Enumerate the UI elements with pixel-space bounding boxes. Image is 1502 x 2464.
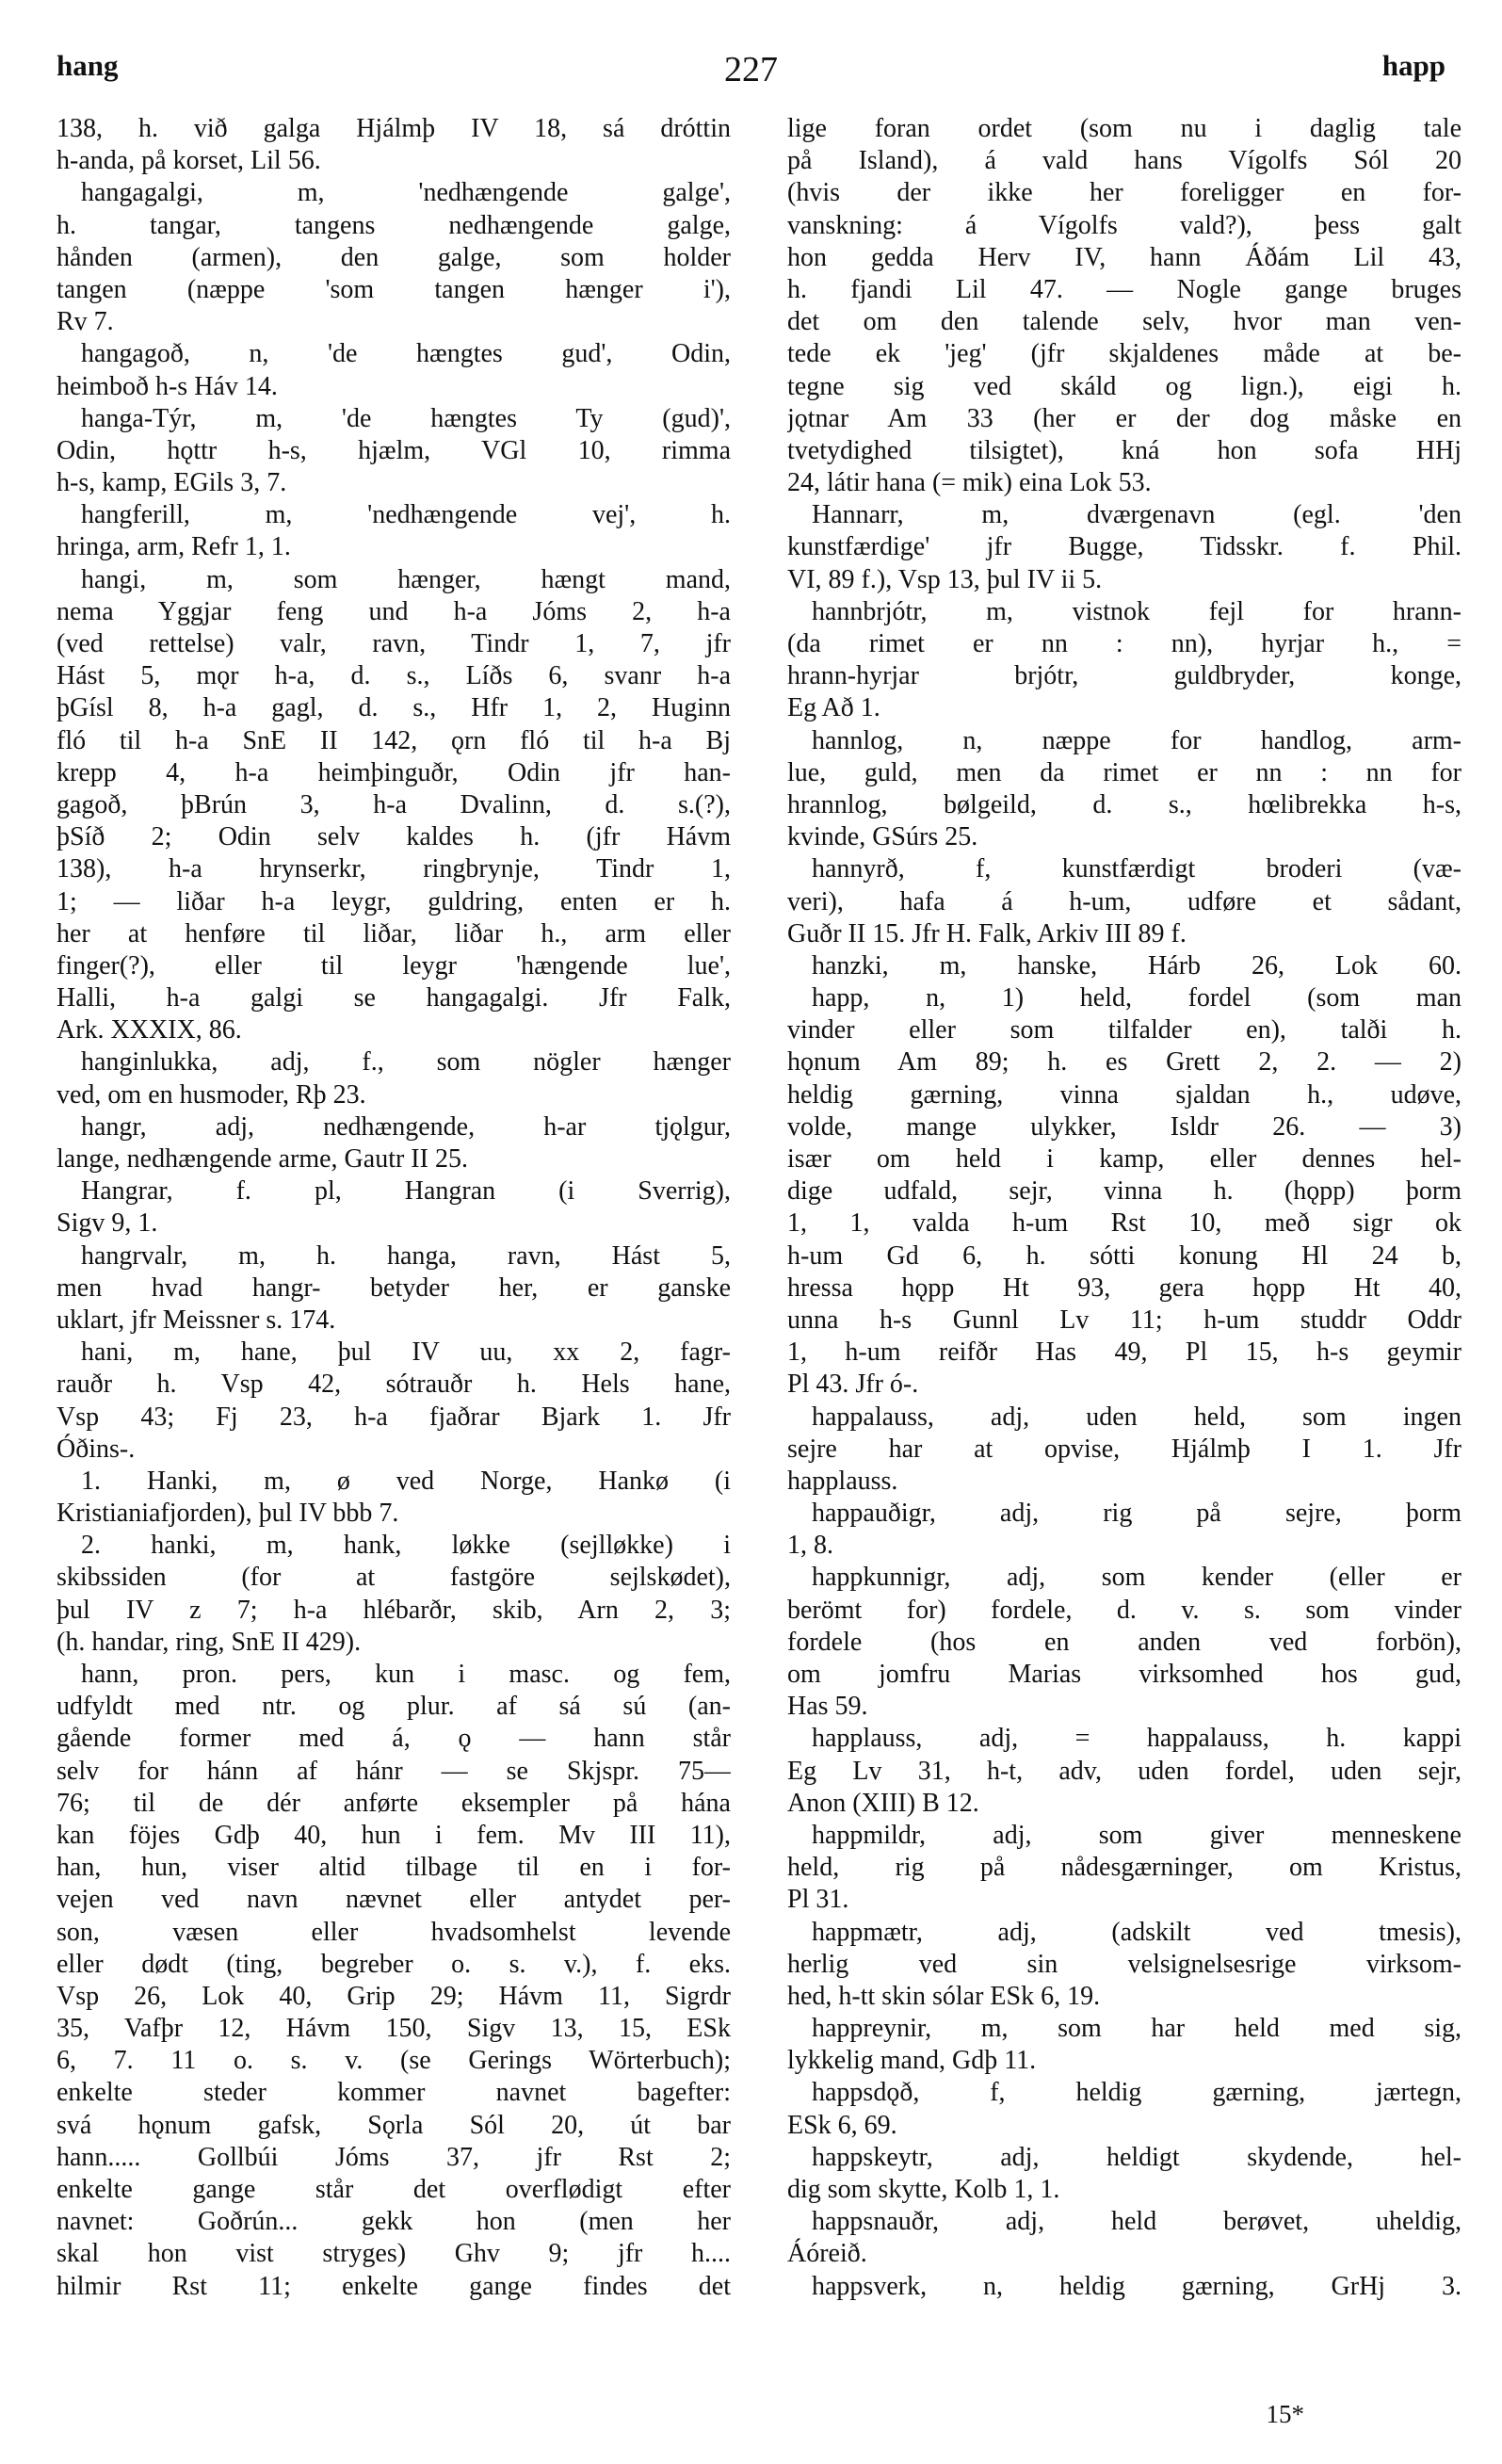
- text-line: (h. handar, ring, SnE II 429).: [57, 1627, 362, 1657]
- text-line: unna h-s Gunnl Lv 11; h-um studdr Oddr: [787, 1305, 1462, 1335]
- text-line: det om den talende selv, hvor man ven-: [787, 307, 1462, 337]
- text-line: þGísl 8, h-a gagl, d. s., Hfr 1, 2, Huginn: [57, 693, 731, 723]
- text-line: Sigv 9, 1.: [57, 1208, 158, 1239]
- text-line: hrannlog, bølgeild, d. s., hœlibrekka h-s,: [787, 789, 1462, 819]
- text-line: lige foran ordet (som nu i daglig tale: [787, 114, 1462, 143]
- text-line: vinder eller som tilfalder en), talði h.: [787, 1015, 1462, 1046]
- text-line: happskeytr, adj, heldigt skydende, hel-: [812, 2142, 1462, 2172]
- text-line: happmætr, adj, (adskilt ved tmesis),: [812, 1917, 1462, 1947]
- text-line: (hvis der ikke her foreligger en for-: [787, 178, 1462, 208]
- text-line: 1, 1, valda h-um Rst 10, með sigr ok: [787, 1208, 1462, 1239]
- text-line: her at henføre til liðar, liðar h., arm eller: [57, 918, 731, 948]
- text-line: son, væsen eller hvadsomhelst levende: [57, 1917, 731, 1947]
- text-line: hanga-Týr, m, 'de hængtes Ty (gud)',: [81, 403, 731, 433]
- text-line: Pl 31.: [787, 1885, 849, 1915]
- text-line: hangi, m, som hænger, hængt mand,: [81, 564, 731, 594]
- text-line: hed, h-tt skin sólar ESk 6, 19.: [787, 1981, 1101, 2011]
- text-line: om jomfru Marias virksomhed hos gud,: [787, 1660, 1462, 1689]
- text-line: finger(?), eller til leygr 'hængende lue',: [57, 950, 731, 981]
- text-line: hannlog, n, næppe for handlog, arm-: [812, 725, 1462, 755]
- text-line: h. fjandi Lil 47. — Nogle gange bruges: [787, 274, 1462, 304]
- text-line: udfyldt med ntr. og plur. af sá sú (an-: [57, 1692, 731, 1722]
- text-line: hangferill, m, 'nedhængende vej', h.: [81, 500, 731, 530]
- text-line: heimboð h-s Háv 14.: [57, 371, 278, 401]
- text-line: enkelte steder kommer navnet bagefter:: [57, 2078, 731, 2108]
- text-line: h. tangar, tangens nedhængende galge,: [57, 210, 731, 240]
- text-line: dige udfald, sejr, vinna h. (hǫpp) þorm: [787, 1176, 1462, 1207]
- text-line: (da rimet er nn : nn), hyrjar h., =: [787, 629, 1462, 658]
- text-line: 1, 8.: [787, 1531, 833, 1561]
- text-line: skibssiden (for at fastgöre sejlskødet),: [57, 1563, 731, 1593]
- page-number: 227: [724, 50, 778, 89]
- text-line: happreynir, m, som har held med sig,: [812, 2014, 1462, 2044]
- text-line: hånden (armen), den galge, som holder: [57, 242, 731, 272]
- text-line: h-um Gd 6, h. sótti konung Hl 24 b,: [787, 1240, 1462, 1271]
- text-line: berömt for) fordele, d. v. s. som vinder: [787, 1595, 1462, 1625]
- text-line: hannyrð, f, kunstfærdigt broderi (væ-: [812, 854, 1462, 884]
- text-line: navnet: Goðrún... gekk hon (men her: [57, 2207, 731, 2237]
- signature-mark: 15*: [1266, 2400, 1304, 2428]
- text-line: 24, látir hana (= mik) eina Lok 53.: [787, 468, 1152, 498]
- text-line: hanginlukka, adj, f., som nögler hænger: [81, 1047, 731, 1078]
- text-line: krepp 4, h-a heimþinguðr, Odin jfr han-: [57, 757, 731, 787]
- text-line: Óðins-.: [57, 1434, 136, 1464]
- text-line: þul IV z 7; h-a hlébarðr, skib, Arn 2, 3;: [57, 1595, 731, 1625]
- text-line: 35, Vafþr 12, Hávm 150, Sigv 13, 15, ESk: [57, 2014, 731, 2044]
- text-line: hannbrjótr, m, vistnok fejl for hrann-: [812, 596, 1462, 626]
- text-line: hann, pron. pers, kun i masc. og fem,: [81, 1660, 731, 1689]
- text-line: 2. hanki, m, hank, løkke (sejlløkke) i: [81, 1531, 731, 1561]
- text-line: hangagalgi, m, 'nedhængende galge',: [81, 178, 731, 208]
- text-line: happmildr, adj, som giver menneskene: [812, 1820, 1462, 1850]
- text-line: gagoð, þBrún 3, h-a Dvalinn, d. s.(?),: [57, 789, 731, 819]
- text-line: gående former med á, ǫ — hann står: [57, 1724, 731, 1754]
- header-right-guideword: happ: [1381, 49, 1445, 82]
- text-line: hrann-hyrjar brjótr, guldbryder, konge,: [787, 661, 1462, 691]
- text-line: skal hon vist stryges) Ghv 9; jfr h....: [57, 2239, 731, 2269]
- text-line: Hannarr, m, dværgenavn (egl. 'den: [812, 500, 1462, 530]
- text-line: hanzki, m, hanske, Hárb 26, Lok 60.: [812, 950, 1462, 981]
- text-line: hangrvalr, m, h. hanga, ravn, Hást 5,: [81, 1240, 731, 1271]
- text-line: Eg Lv 31, h-t, adv, uden fordel, uden sejr,: [787, 1756, 1462, 1786]
- text-line: (ved rettelse) valr, ravn, Tindr 1, 7, jfr: [57, 629, 731, 658]
- text-line: Vsp 43; Fj 23, h-a fjaðrar Bjark 1. Jfr: [57, 1402, 731, 1432]
- text-line: h-s, kamp, EGils 3, 7.: [57, 468, 287, 498]
- text-line: sejre har at opvise, Hjálmþ I 1. Jfr: [787, 1434, 1462, 1464]
- text-line: heldig gærning, vinna sjaldan h., udøve,: [787, 1079, 1462, 1110]
- text-line: lykkelig mand, Gdþ 11.: [787, 2046, 1037, 2076]
- text-line: Hangrar, f. pl, Hangran (i Sverrig),: [81, 1176, 731, 1207]
- text-line: hǫnum Am 89; h. es Grett 2, 2. — 2): [787, 1047, 1462, 1078]
- text-line: vanskning: á Vígolfs vald?), þess galt: [787, 210, 1462, 240]
- text-line: happlauss, adj, = happalauss, h. kappi: [812, 1724, 1462, 1754]
- text-line: Eg Að 1.: [787, 693, 880, 723]
- text-line: veri), hafa á h-um, udføre et sådant,: [787, 886, 1462, 916]
- text-line: Ark. XXXIX, 86.: [57, 1015, 242, 1046]
- text-line: þSíð 2; Odin selv kaldes h. (jfr Hávm: [57, 822, 731, 852]
- text-line: tegne sig ved skáld og lign.), eigi h.: [787, 371, 1462, 401]
- text-line: happsverk, n, heldig gærning, GrHj 3.: [812, 2271, 1462, 2301]
- text-line: Kristianiafjorden), þul IV bbb 7.: [57, 1499, 399, 1529]
- text-line: tvetydighed tilsigtet), kná hon sofa HHj: [787, 435, 1462, 465]
- text-line: hann..... Gollbúi Jóms 37, jfr Rst 2;: [57, 2142, 731, 2172]
- text-line: hilmir Rst 11; enkelte gange findes det: [57, 2271, 731, 2301]
- text-line: lue, guld, men da rimet er nn : nn for: [787, 757, 1462, 787]
- text-line: happalauss, adj, uden held, som ingen: [812, 1402, 1462, 1432]
- text-line: Hást 5, mǫr h-a, d. s., Líðs 6, svanr h-a: [57, 661, 731, 691]
- text-line: hringa, arm, Refr 1, 1.: [57, 532, 291, 562]
- text-line: svá hǫnum gafsk, Sǫrla Sól 20, út bar: [57, 2110, 731, 2140]
- text-line: lange, nedhængende arme, Gautr II 25.: [57, 1144, 468, 1174]
- text-line: VI, 89 f.), Vsp 13, þul IV ii 5.: [787, 564, 1103, 594]
- text-line: happlauss.: [787, 1466, 898, 1496]
- text-line: hressa hǫpp Ht 93, gera hǫpp Ht 40,: [787, 1273, 1462, 1303]
- text-line: 1; — liðar h-a leygr, guldring, enten er h.: [57, 886, 731, 916]
- text-line: 138), h-a hrynserkr, ringbrynje, Tindr 1,: [57, 854, 731, 884]
- text-line: happsdǫð, f, heldig gærning, jærtegn,: [812, 2078, 1462, 2108]
- text-line: 138, h. við galga Hjálmþ IV 18, sá dróttin: [57, 114, 731, 143]
- text-line: Odin, hǫttr h-s, hjælm, VGl 10, rimma: [57, 435, 731, 465]
- text-line: Anon (XIII) B 12.: [787, 1788, 979, 1818]
- left-column: [57, 113, 731, 2303]
- text-line: ved, om en husmoder, Rþ 23.: [57, 1079, 366, 1110]
- text-line: hon gedda Herv IV, hann Áðám Lil 43,: [787, 242, 1462, 272]
- text-line: happauðigr, adj, rig på sejre, þorm: [812, 1499, 1462, 1529]
- text-line: vejen ved navn nævnet eller antydet per-: [57, 1885, 731, 1915]
- text-line: kan föjes Gdþ 40, hun i fem. Mv III 11),: [57, 1820, 731, 1850]
- text-line: nema Yggjar feng und h-a Jóms 2, h-a: [57, 596, 731, 626]
- text-line: på Island), á vald hans Vígolfs Sól 20: [787, 146, 1462, 176]
- text-line: tede ek 'jeg' (jfr skjaldenes måde at be-: [787, 339, 1462, 369]
- text-line: rauðr h. Vsp 42, sótrauðr h. Hels hane,: [57, 1370, 731, 1400]
- text-line: kunstfærdige' jfr Bugge, Tidsskr. f. Phil.: [787, 532, 1462, 562]
- text-line: men hvad hangr- betyder her, er ganske: [57, 1273, 731, 1303]
- text-line: happkunnigr, adj, som kender (eller er: [812, 1563, 1462, 1593]
- text-line: 1, h-um reifðr Has 49, Pl 15, h-s geymir: [787, 1337, 1462, 1368]
- text-line: ESk 6, 69.: [787, 2110, 897, 2140]
- text-line: happsnauðr, adj, held berøvet, uheldig,: [812, 2207, 1462, 2237]
- text-line: 1. Hanki, m, ø ved Norge, Hankø (i: [81, 1466, 731, 1496]
- text-line: Guðr II 15. Jfr H. Falk, Arkiv III 89 f.: [787, 918, 1187, 948]
- text-line: hani, m, hane, þul IV uu, xx 2, fagr-: [81, 1337, 731, 1368]
- text-line: volde, mange ulykker, Isldr 26. — 3): [787, 1111, 1462, 1142]
- text-line: tangen (næppe 'som tangen hænger i'),: [57, 274, 731, 304]
- text-line: dig som skytte, Kolb 1, 1.: [787, 2175, 1060, 2204]
- text-line: fló til h-a SnE II 142, ǫrn fló til h-a Bj: [57, 725, 731, 755]
- text-line: eller dødt (ting, begreber o. s. v.), f. eks.: [57, 1949, 731, 1979]
- text-line: jǫtnar Am 33 (her er der dog måske en: [787, 403, 1462, 433]
- text-line: Pl 43. Jfr ó-.: [787, 1370, 919, 1400]
- text-line: Rv 7.: [57, 307, 114, 337]
- text-line: 76; til de dér anførte eksempler på hána: [57, 1788, 731, 1818]
- text-line: herlig ved sin velsignelsesrige virksom-: [787, 1949, 1462, 1979]
- text-line: enkelte gange står det overflødigt efter: [57, 2175, 731, 2204]
- text-line: held, rig på nådesgærninger, om Kristus,: [787, 1853, 1462, 1883]
- text-line: hangagoð, n, 'de hængtes gud', Odin,: [81, 339, 731, 369]
- text-line: kvinde, GSúrs 25.: [787, 822, 978, 852]
- text-line: selv for hánn af hánr — se Skjspr. 75—: [57, 1756, 731, 1786]
- text-line: han, hun, viser altid tilbage til en i for-: [57, 1853, 731, 1883]
- text-line: hangr, adj, nedhængende, h-ar tjǫlgur,: [81, 1111, 731, 1142]
- text-line: happ, n, 1) held, fordel (som man: [812, 983, 1462, 1013]
- text-line: Halli, h-a galgi se hangagalgi. Jfr Falk,: [57, 983, 731, 1013]
- text-line: Vsp 26, Lok 40, Grip 29; Hávm 11, Sigrdr: [57, 1981, 731, 2011]
- right-column: [787, 113, 1462, 2303]
- text-line: Has 59.: [787, 1692, 868, 1722]
- text-line: 6, 7. 11 o. s. v. (se Gerings Wörterbuch);: [57, 2046, 731, 2076]
- header-left-guideword: hang: [57, 49, 119, 82]
- text-line: især om held i kamp, eller dennes hel-: [787, 1144, 1462, 1174]
- text-line: Áóreið.: [787, 2239, 867, 2269]
- text-line: fordele (hos en anden ved forbön),: [787, 1627, 1462, 1657]
- text-line: h-anda, på korset, Lil 56.: [57, 146, 321, 176]
- text-line: uklart, jfr Meissner s. 174.: [57, 1305, 336, 1335]
- page-header: [57, 49, 1445, 96]
